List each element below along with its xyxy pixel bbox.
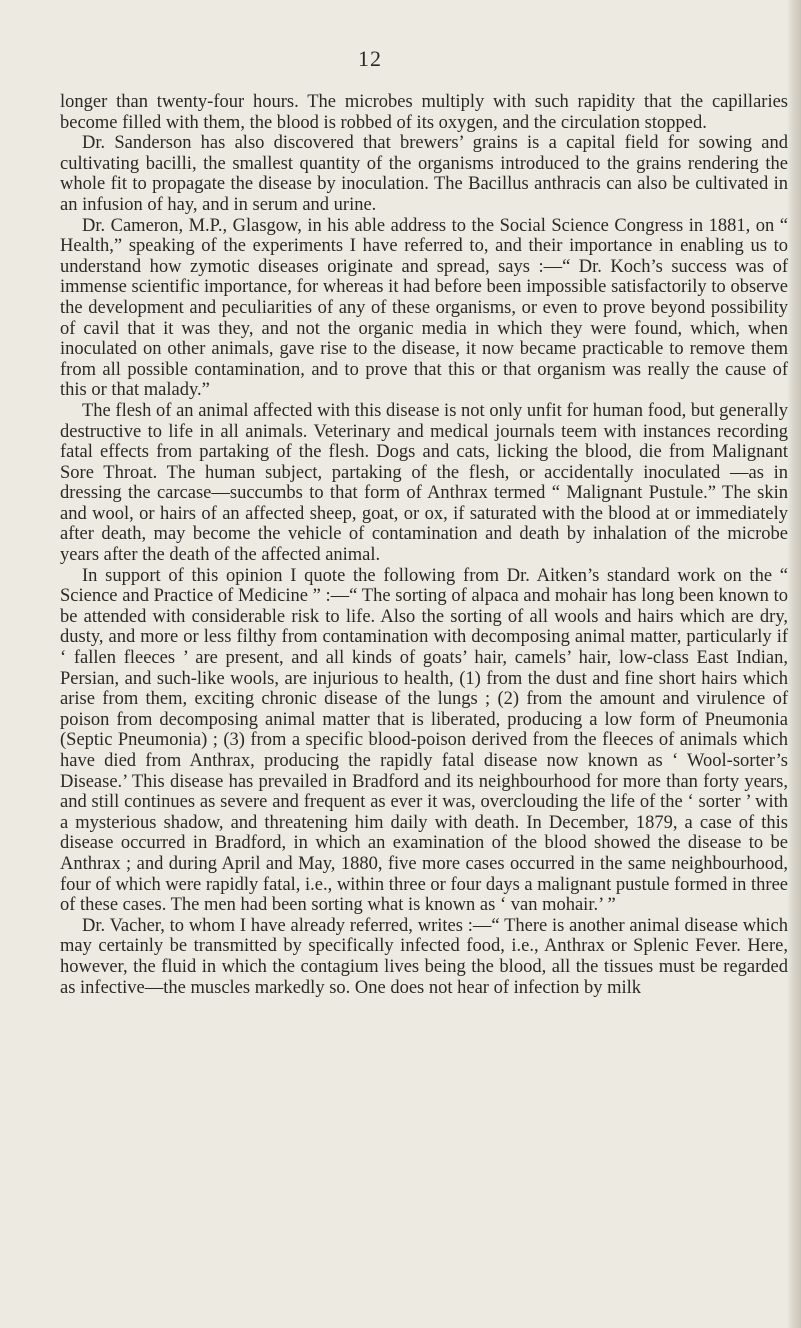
page-number: 12: [358, 46, 382, 71]
paragraph: Dr. Cameron, M.P., Glasgow, in his able address to the Social Science Congress in 1881, on “ Health,” speaking of the experiments I have referred to, and their importance in enabling us to understand how zymotic diseases originate and spread, says :—“ Dr. Koch’s success was of immense scientific importance, for whereas it had before been impossible satisfactorily to observe the development and peculiarities of any of these organisms, or even to prove beyond possibility of cavil that it was they, and not the organic media in which they were found, which, when inoculated on other animals, gave rise to the disease, it now became practicable to remove them from all possible contamination, and to prove that this or that organism was really the cause of this or that malady.”: [60, 215, 788, 401]
page-edge-shadow: [787, 0, 801, 1328]
body-text: [60, 92, 788, 998]
paragraph: The flesh of an animal affected with this disease is not only unfit for human food, but generally destructive to life in all animals. Veterinary and medical journals teem with instances recording fatal effects from partaking of the flesh. Dogs and cats, licking the blood, die from Malignant Sore Throat. The human subject, partaking of the flesh, or accidentally inoculated —as in dressing the carcase—succumbs to that form of Anthrax termed “ Malignant Pustule.” The skin and wool, or hairs of an affected sheep, goat, or ox, if saturated with the blood at or immediately after death, may become the vehicle of contamination and death by inhalation of the microbe years after the death of the affected animal.: [60, 400, 788, 566]
paragraph: Dr. Sanderson has also discovered that brewers’ grains is a capital field for sowing and cultivating bacilli, the smallest quantity of the organisms introduced to the grains rendering the whole fit to propagate the disease by inoculation. The Bacillus anthracis can also be cultivated in an infusion of hay, and in serum and urine.: [60, 133, 788, 215]
paragraph: longer than twenty-four hours. The microbes multiply with such rapidity that the capillaries become filled with them, the blood is robbed of its oxygen, and the circulation stopped.: [60, 92, 788, 133]
paragraph: In support of this opinion I quote the following from Dr. Aitken’s standard work on the “ Science and Practice of Medicine ” :—“ The sorting of alpaca and mohair has long been known to be attended with considerable risk to life. Also the sorting of all wools and hairs which are dry, dusty, and more or less filthy from contamination with decomposing animal matter, particularly if ‘ fallen fleeces ’ are present, and all kinds of goats’ hair, camels’ hair, low-class East Indian, Persian, and such-like wools, are injurious to health, (1) from the dust and fine short hairs which arise from them, exciting chronic disease of the lungs ; (2) from the amount and virulence of poison from decomposing animal matter that is liberated, producing a low form of Pneumonia (Septic Pneumonia) ; (3) from a specific blood-poison derived from the fleeces of animals which have died from Anthrax, producing the rapidly fatal disease now known as ‘ Wool-sorter’s Disease.’ This disease has prevailed in Bradford and its neighbourhood for more than forty years, and still continues as severe and frequent as ever it was, overclouding the life of the ‘ sorter ’ with a mysterious shadow, and threatening him daily with death. In December, 1879, a case of this disease occurred in Bradford, in which an examination of the blood showed the disease to be Anthrax ; and during April and May, 1880, five more cases occurred in the same neighbourhood, four of which were rapidly fatal, i.e., within three or four days a malignant pustule formed in three of these cases. The men had been sorting what is known as ‘ van mohair.’ ”: [60, 565, 788, 916]
paragraph: Dr. Vacher, to whom I have already referred, writes :—“ There is another animal disease which may certainly be transmitted by specifically infected food, i.e., Anthrax or Splenic Fever. Here, however, the fluid in which the contagium lives being the blood, all the tissues must be regarded as infective—the muscles markedly so. One does not hear of infection by milk: [60, 915, 788, 998]
